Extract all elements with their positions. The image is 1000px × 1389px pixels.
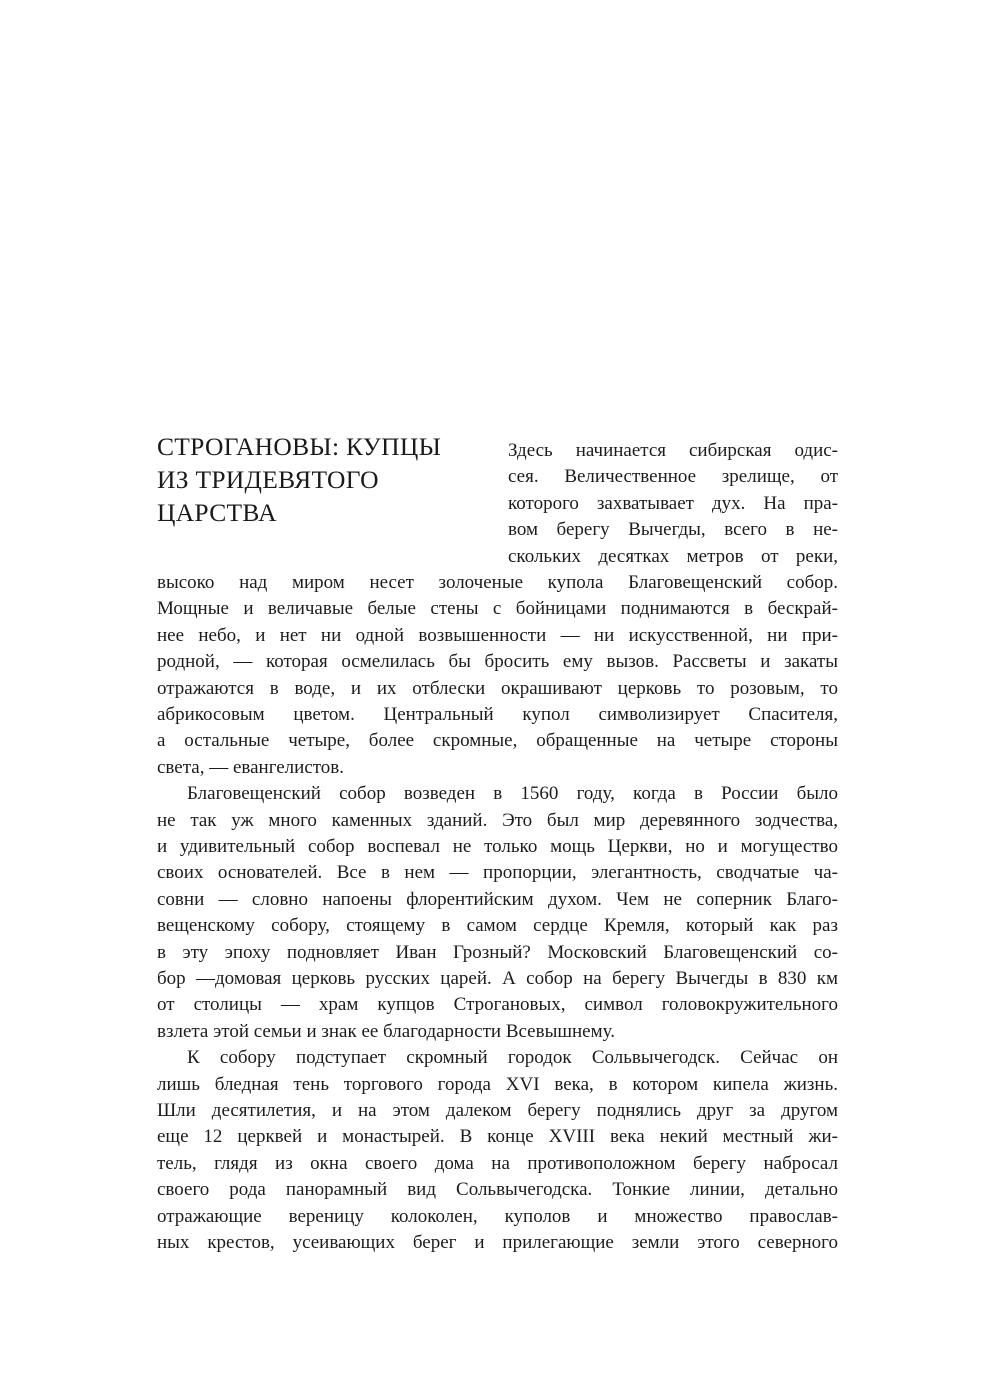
text-line: а остальные четыре, более скромные, обращенные на четыре стороны — [157, 730, 838, 752]
text-line: отражаются в воде, и их отблески окрашивают церковь то розовым, то — [157, 677, 838, 699]
text-line: в эту эпоху подновляет Иван Грозный? Московский Благовещенский со- — [157, 941, 838, 963]
text-line: света, — евангелистов. — [157, 756, 345, 778]
text-line: взлета этой семьи и знак ее благодарности Всевышнему. — [157, 1020, 615, 1042]
text-line: высоко над миром несет золоченые купола Благовещенский собор. — [157, 572, 838, 593]
text-line: тель, глядя из окна своего дома на противоположном берегу набросал — [157, 1152, 838, 1174]
text-line: еще 12 церквей и монастырей. В конце XVIII века некий местный жи- — [157, 1126, 838, 1148]
text-line: скольких десятках метров от реки, — [508, 545, 838, 567]
chapter-title-line: ИЗ ТРИДЕВЯТОГО — [157, 465, 379, 494]
text-line: совни — словно напоены флорентийским духом. Чем не соперник Благо- — [157, 888, 838, 910]
text-line: Шли десятилетия, и на этом далеком берегу поднялись друг за другом — [157, 1100, 838, 1121]
text-line: отражающие вереницу колоколен, куполов и множество православ- — [157, 1205, 838, 1227]
text-line: от столицы — храм купцов Строгановых, символ головокружительного — [157, 994, 838, 1016]
text-line: лишь бледная тень торгового города XVI века, в котором кипела жизнь. — [157, 1073, 838, 1095]
chapter-title-line: ЦАРСТВА — [157, 498, 277, 527]
text-line: которого захватывает дух. На пра- — [508, 492, 838, 514]
text-line: своего рода панорамный вид Сольвычегодска. Тонкие линии, детально — [157, 1179, 838, 1201]
text-line: вом берегу Вычегды, всего в не- — [508, 519, 838, 541]
text-line: не так уж много каменных зданий. Это был мир деревянного зодчества, — [157, 809, 838, 831]
text-line: вещенскому собору, стоящему в самом сердце Кремля, который как раз — [157, 915, 838, 937]
chapter-title-line: СТРОГАНОВЫ: КУПЦЫ — [157, 432, 442, 461]
text-line: абрикосовым цветом. Центральный купол символизирует Спасителя, — [157, 704, 838, 725]
text-line: Мощные и величавые белые стены с бойницами поднимаются в бескрай- — [157, 598, 838, 620]
text-line: своих основателей. Все в нем — пропорции, элегантность, сводчатые ча- — [157, 862, 838, 884]
text-line: К собору подступает скромный городок Сольвычегодск. Сейчас он — [187, 1047, 838, 1069]
text-line: Здесь начинается сибирская одис- — [508, 440, 838, 461]
text-line: и удивительный собор воспевал не только мощь Церкви, но и могущество — [157, 836, 838, 857]
text-line: бор —домовая церковь русских царей. А собор на берегу Вычегды в 830 км — [157, 968, 838, 989]
text-line: сея. Величественное зрелище, от — [508, 466, 838, 488]
text-line: ных крестов, усеивающих берег и прилегающие земли этого северного — [157, 1232, 838, 1253]
text-line: нее небо, и нет ни одной возвышенности — ни искусственной, ни при- — [157, 624, 838, 646]
text-line: родной, — которая осмелилась бы бросить ему вызов. Рассветы и закаты — [157, 651, 838, 673]
text-line: Благовещенский собор возведен в 1560 году, когда в России было — [187, 783, 838, 805]
